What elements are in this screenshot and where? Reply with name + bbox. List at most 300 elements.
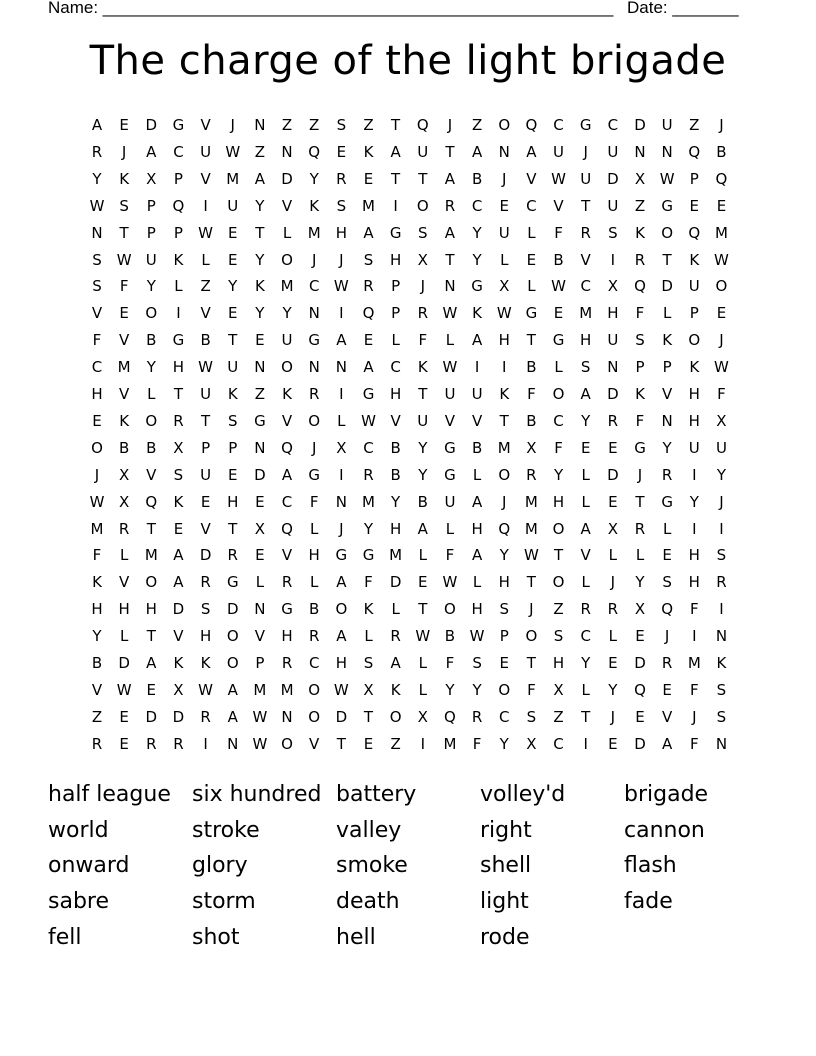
grid-letter[interactable]: V: [471, 411, 483, 430]
grid-letter[interactable]: G: [308, 331, 320, 350]
grid-letter[interactable]: F: [309, 492, 319, 511]
grid-letter[interactable]: T: [119, 223, 129, 242]
grid-letter[interactable]: Y: [146, 358, 156, 377]
grid-letter[interactable]: P: [146, 223, 156, 242]
grid-letter[interactable]: L: [662, 304, 672, 323]
grid-letter[interactable]: V: [91, 680, 103, 699]
grid-letter[interactable]: S: [716, 707, 727, 726]
grid-letter[interactable]: M: [307, 223, 321, 242]
grid-letter[interactable]: P: [391, 277, 401, 296]
grid-letter[interactable]: V: [119, 385, 130, 403]
grid-letter[interactable]: R: [661, 654, 673, 672]
grid-letter[interactable]: T: [418, 385, 428, 403]
grid-letter[interactable]: T: [635, 492, 645, 511]
grid-letter[interactable]: W: [198, 358, 214, 377]
grid-letter[interactable]: N: [254, 438, 266, 457]
grid-letter[interactable]: M: [280, 277, 294, 296]
grid-letter[interactable]: Q: [498, 519, 511, 538]
grid-letter[interactable]: Y: [472, 680, 482, 699]
grid-letter[interactable]: Q: [281, 519, 293, 538]
grid-letter[interactable]: C: [308, 654, 320, 672]
grid-letter[interactable]: A: [471, 331, 483, 350]
grid-letter[interactable]: L: [391, 600, 400, 619]
grid-letter[interactable]: F: [717, 385, 726, 403]
grid-letter[interactable]: L: [581, 492, 590, 511]
grid-letter[interactable]: A: [173, 546, 184, 565]
grid-letter[interactable]: O: [281, 250, 293, 269]
grid-letter[interactable]: U: [498, 223, 510, 242]
grid-letter[interactable]: W: [116, 680, 132, 699]
grid-letter[interactable]: K: [119, 169, 130, 188]
grid-letter[interactable]: V: [309, 734, 320, 753]
grid-letter[interactable]: T: [581, 196, 591, 215]
grid-letter[interactable]: N: [308, 358, 320, 377]
grid-letter[interactable]: H: [335, 223, 347, 242]
grid-letter[interactable]: M: [280, 680, 294, 699]
grid-letter[interactable]: S: [472, 654, 482, 672]
grid-letter[interactable]: N: [498, 142, 510, 161]
grid-letter[interactable]: O: [145, 573, 158, 592]
grid-letter[interactable]: A: [390, 654, 401, 672]
grid-letter[interactable]: X: [173, 680, 184, 699]
grid-letter[interactable]: M: [90, 519, 104, 538]
grid-letter[interactable]: C: [173, 142, 184, 161]
grid-letter[interactable]: O: [498, 680, 511, 699]
grid-letter[interactable]: N: [335, 492, 347, 511]
grid-letter[interactable]: D: [145, 116, 158, 134]
grid-letter[interactable]: F: [689, 600, 699, 619]
grid-letter[interactable]: E: [716, 304, 727, 323]
grid-letter[interactable]: B: [200, 331, 211, 350]
grid-letter[interactable]: S: [92, 277, 102, 296]
grid-letter[interactable]: F: [527, 385, 536, 403]
grid-letter[interactable]: Y: [581, 654, 591, 672]
grid-letter[interactable]: L: [445, 331, 455, 350]
grid-letter[interactable]: V: [444, 411, 456, 430]
grid-letter[interactable]: T: [499, 411, 509, 430]
grid-letter[interactable]: Z: [363, 116, 374, 134]
grid-letter[interactable]: I: [176, 304, 181, 323]
grid-letter[interactable]: E: [526, 250, 537, 269]
grid-letter[interactable]: C: [553, 116, 564, 134]
grid-letter[interactable]: A: [471, 492, 483, 511]
grid-letter[interactable]: L: [364, 627, 373, 646]
grid-letter[interactable]: V: [662, 707, 673, 726]
grid-letter[interactable]: Y: [418, 465, 428, 484]
grid-letter[interactable]: A: [146, 654, 157, 672]
grid-letter[interactable]: N: [254, 116, 266, 134]
grid-letter[interactable]: O: [308, 411, 321, 430]
grid-letter[interactable]: E: [336, 142, 347, 161]
grid-letter[interactable]: A: [336, 627, 347, 646]
grid-letter[interactable]: T: [228, 331, 238, 350]
grid-letter[interactable]: T: [146, 519, 156, 538]
grid-letter[interactable]: J: [502, 492, 507, 511]
grid-letter[interactable]: O: [335, 600, 348, 619]
grid-letter[interactable]: Y: [689, 492, 699, 511]
grid-letter[interactable]: J: [610, 573, 616, 592]
grid-letter[interactable]: O: [552, 385, 565, 403]
grid-letter[interactable]: K: [417, 358, 428, 377]
grid-letter[interactable]: Q: [715, 169, 728, 188]
grid-letter[interactable]: W: [496, 304, 512, 323]
grid-letter[interactable]: Z: [200, 277, 211, 296]
grid-letter[interactable]: S: [336, 116, 347, 134]
grid-letter[interactable]: L: [147, 385, 156, 403]
grid-letter[interactable]: N: [444, 277, 456, 296]
grid-letter[interactable]: V: [281, 196, 293, 215]
grid-letter[interactable]: M: [389, 546, 403, 565]
grid-letter[interactable]: Q: [308, 142, 321, 161]
grid-letter[interactable]: T: [363, 707, 374, 726]
grid-letter[interactable]: A: [336, 573, 347, 592]
grid-letter[interactable]: H: [580, 331, 592, 350]
grid-letter[interactable]: P: [255, 654, 265, 672]
grid-letter[interactable]: L: [310, 573, 319, 592]
grid-letter[interactable]: G: [444, 438, 456, 457]
grid-letter[interactable]: H: [281, 627, 293, 646]
grid-letter[interactable]: Y: [635, 573, 645, 592]
grid-letter[interactable]: T: [391, 169, 401, 188]
grid-letter[interactable]: L: [500, 250, 509, 269]
grid-letter[interactable]: N: [227, 734, 239, 753]
grid-letter[interactable]: O: [498, 465, 511, 484]
grid-letter[interactable]: S: [608, 223, 618, 242]
grid-letter[interactable]: X: [336, 438, 347, 457]
grid-letter[interactable]: J: [664, 627, 670, 646]
grid-letter[interactable]: P: [499, 627, 509, 646]
grid-letter[interactable]: K: [635, 223, 645, 242]
grid-letter[interactable]: J: [339, 250, 344, 269]
grid-letter[interactable]: G: [335, 546, 348, 565]
grid-letter[interactable]: E: [228, 223, 238, 242]
grid-letter[interactable]: D: [145, 707, 158, 726]
grid-letter[interactable]: F: [364, 573, 373, 592]
grid-letter[interactable]: S: [200, 600, 211, 619]
grid-letter[interactable]: W: [442, 573, 458, 592]
grid-letter[interactable]: H: [335, 654, 347, 672]
grid-letter[interactable]: U: [607, 142, 619, 161]
grid-letter[interactable]: A: [281, 465, 293, 484]
grid-letter[interactable]: J: [420, 277, 426, 296]
grid-letter[interactable]: S: [173, 465, 184, 484]
grid-letter[interactable]: M: [443, 734, 457, 753]
grid-letter[interactable]: H: [471, 519, 483, 538]
grid-letter[interactable]: T: [553, 546, 564, 565]
grid-letter[interactable]: B: [146, 438, 157, 457]
grid-letter[interactable]: B: [390, 438, 401, 457]
grid-letter[interactable]: Y: [472, 223, 482, 242]
grid-letter[interactable]: K: [499, 385, 510, 403]
grid-letter[interactable]: K: [689, 358, 700, 377]
grid-letter[interactable]: I: [339, 304, 344, 323]
grid-letter[interactable]: S: [526, 707, 537, 726]
grid-letter[interactable]: S: [553, 627, 564, 646]
grid-letter[interactable]: H: [688, 546, 700, 565]
grid-letter[interactable]: J: [230, 116, 235, 134]
grid-letter[interactable]: E: [363, 169, 374, 188]
grid-letter[interactable]: T: [445, 250, 455, 269]
grid-letter[interactable]: C: [281, 492, 293, 511]
grid-letter[interactable]: X: [526, 734, 537, 753]
grid-letter[interactable]: D: [634, 654, 646, 672]
grid-letter[interactable]: U: [553, 142, 565, 161]
grid-letter[interactable]: H: [552, 492, 565, 511]
grid-letter[interactable]: B: [146, 331, 157, 350]
grid-letter[interactable]: I: [692, 519, 697, 538]
grid-letter[interactable]: N: [335, 358, 347, 377]
grid-letter[interactable]: F: [92, 331, 102, 350]
grid-letter[interactable]: O: [308, 707, 321, 726]
grid-letter[interactable]: H: [688, 573, 700, 592]
grid-letter[interactable]: C: [553, 734, 564, 753]
grid-letter[interactable]: K: [689, 250, 700, 269]
grid-letter[interactable]: U: [145, 250, 157, 269]
grid-letter[interactable]: L: [635, 546, 645, 565]
grid-letter[interactable]: U: [688, 438, 700, 457]
grid-letter[interactable]: S: [363, 250, 374, 269]
grid-letter[interactable]: E: [173, 519, 184, 538]
grid-letter[interactable]: X: [363, 680, 374, 699]
grid-letter[interactable]: R: [281, 573, 293, 592]
grid-letter[interactable]: A: [227, 707, 238, 726]
grid-letter[interactable]: B: [390, 465, 401, 484]
grid-letter[interactable]: I: [692, 627, 697, 646]
grid-letter[interactable]: W: [333, 680, 349, 699]
grid-letter[interactable]: V: [146, 465, 157, 484]
grid-letter[interactable]: J: [692, 707, 697, 726]
grid-letter[interactable]: F: [92, 546, 102, 565]
grid-letter[interactable]: R: [634, 519, 646, 538]
grid-letter[interactable]: G: [254, 411, 266, 430]
grid-letter[interactable]: P: [173, 169, 183, 188]
grid-letter[interactable]: C: [580, 277, 591, 296]
grid-letter[interactable]: A: [336, 331, 347, 350]
grid-letter[interactable]: L: [282, 223, 292, 242]
grid-letter[interactable]: C: [471, 196, 483, 215]
grid-letter[interactable]: J: [447, 116, 453, 134]
grid-letter[interactable]: U: [227, 196, 239, 215]
grid-letter[interactable]: L: [119, 546, 129, 565]
grid-letter[interactable]: R: [716, 573, 727, 592]
grid-letter[interactable]: E: [255, 492, 265, 511]
grid-letter[interactable]: E: [608, 438, 618, 457]
grid-letter[interactable]: L: [119, 627, 129, 646]
grid-letter[interactable]: V: [526, 169, 537, 188]
grid-letter[interactable]: U: [444, 492, 456, 511]
grid-letter[interactable]: T: [146, 627, 156, 646]
grid-letter[interactable]: L: [391, 331, 400, 350]
grid-letter[interactable]: B: [471, 169, 483, 188]
grid-letter[interactable]: N: [281, 142, 293, 161]
grid-letter[interactable]: Y: [581, 411, 591, 430]
grid-letter[interactable]: C: [91, 358, 103, 377]
grid-letter[interactable]: O: [552, 519, 565, 538]
grid-letter[interactable]: T: [526, 654, 536, 672]
grid-letter[interactable]: D: [172, 707, 185, 726]
grid-letter[interactable]: J: [529, 600, 534, 619]
grid-letter[interactable]: E: [635, 627, 645, 646]
grid-letter[interactable]: Z: [553, 707, 564, 726]
grid-letter[interactable]: E: [119, 734, 129, 753]
grid-letter[interactable]: L: [581, 465, 590, 484]
grid-letter[interactable]: G: [552, 331, 565, 350]
grid-letter[interactable]: N: [661, 411, 673, 430]
grid-letter[interactable]: N: [607, 358, 619, 377]
grid-letter[interactable]: D: [172, 600, 185, 619]
grid-letter[interactable]: R: [363, 465, 374, 484]
grid-letter[interactable]: W: [198, 680, 214, 699]
grid-letter[interactable]: E: [608, 734, 618, 753]
grid-letter[interactable]: E: [418, 573, 428, 592]
grid-letter[interactable]: A: [173, 573, 184, 592]
grid-letter[interactable]: R: [91, 734, 103, 753]
date-field-label[interactable]: Date: _______: [627, 0, 739, 17]
grid-letter[interactable]: M: [362, 196, 375, 215]
grid-letter[interactable]: I: [692, 465, 697, 484]
grid-letter[interactable]: W: [252, 734, 268, 753]
grid-letter[interactable]: Z: [254, 142, 266, 161]
grid-letter[interactable]: M: [144, 546, 158, 565]
grid-letter[interactable]: Q: [688, 142, 701, 161]
grid-letter[interactable]: U: [227, 358, 239, 377]
grid-letter[interactable]: G: [308, 465, 320, 484]
grid-letter[interactable]: M: [226, 169, 240, 188]
grid-letter[interactable]: S: [418, 223, 428, 242]
grid-letter[interactable]: I: [420, 734, 426, 753]
grid-letter[interactable]: H: [118, 600, 130, 619]
grid-letter[interactable]: X: [417, 707, 428, 726]
grid-letter[interactable]: P: [391, 304, 401, 323]
grid-letter[interactable]: H: [471, 600, 483, 619]
grid-letter[interactable]: R: [444, 196, 456, 215]
grid-letter[interactable]: G: [634, 438, 646, 457]
grid-letter[interactable]: Q: [661, 600, 674, 619]
grid-letter[interactable]: W: [714, 250, 729, 269]
grid-letter[interactable]: H: [145, 600, 157, 619]
grid-letter[interactable]: E: [146, 680, 157, 699]
grid-letter[interactable]: H: [172, 358, 185, 377]
grid-letter[interactable]: Z: [471, 116, 483, 134]
grid-letter[interactable]: I: [719, 519, 724, 538]
grid-letter[interactable]: N: [254, 600, 266, 619]
grid-letter[interactable]: E: [363, 331, 374, 350]
grid-letter[interactable]: V: [119, 331, 130, 350]
grid-letter[interactable]: T: [581, 707, 591, 726]
grid-letter[interactable]: O: [145, 411, 158, 430]
grid-letter[interactable]: E: [689, 196, 700, 215]
grid-letter[interactable]: R: [281, 654, 293, 672]
grid-letter[interactable]: H: [552, 654, 565, 672]
grid-letter[interactable]: O: [525, 627, 538, 646]
grid-letter[interactable]: A: [526, 142, 537, 161]
grid-letter[interactable]: K: [254, 277, 265, 296]
grid-letter[interactable]: W: [714, 358, 729, 377]
grid-letter[interactable]: S: [336, 196, 347, 215]
grid-letter[interactable]: Y: [391, 492, 401, 511]
grid-letter[interactable]: R: [390, 627, 401, 646]
grid-letter[interactable]: F: [418, 331, 428, 350]
grid-letter[interactable]: Q: [416, 116, 429, 134]
grid-letter[interactable]: J: [719, 492, 724, 511]
grid-letter[interactable]: Q: [172, 196, 185, 215]
grid-letter[interactable]: E: [608, 492, 618, 511]
grid-letter[interactable]: N: [254, 358, 266, 377]
grid-letter[interactable]: N: [308, 304, 320, 323]
grid-letter[interactable]: Y: [553, 465, 564, 484]
grid-letter[interactable]: B: [553, 250, 564, 269]
grid-letter[interactable]: E: [255, 546, 265, 565]
grid-letter[interactable]: R: [580, 223, 591, 242]
grid-letter[interactable]: S: [119, 196, 129, 215]
grid-letter[interactable]: F: [635, 411, 645, 430]
grid-letter[interactable]: G: [444, 465, 456, 484]
grid-letter[interactable]: W: [523, 546, 539, 565]
grid-letter[interactable]: I: [719, 600, 724, 619]
grid-letter[interactable]: W: [89, 196, 105, 215]
grid-letter[interactable]: H: [688, 411, 700, 430]
grid-letter[interactable]: F: [689, 734, 699, 753]
grid-letter[interactable]: E: [608, 654, 618, 672]
grid-letter[interactable]: O: [444, 600, 456, 619]
grid-letter[interactable]: E: [255, 331, 265, 350]
grid-letter[interactable]: F: [527, 680, 536, 699]
grid-letter[interactable]: W: [361, 411, 376, 430]
grid-letter[interactable]: B: [309, 600, 320, 619]
grid-letter[interactable]: R: [308, 627, 320, 646]
grid-letter[interactable]: I: [393, 196, 398, 215]
grid-letter[interactable]: L: [662, 519, 672, 538]
grid-letter[interactable]: T: [526, 573, 536, 592]
grid-letter[interactable]: V: [580, 250, 591, 269]
grid-letter[interactable]: Y: [499, 734, 509, 753]
grid-letter[interactable]: Z: [634, 196, 646, 215]
grid-letter[interactable]: L: [581, 680, 590, 699]
grid-letter[interactable]: O: [91, 438, 103, 457]
grid-letter[interactable]: K: [173, 654, 184, 672]
grid-letter[interactable]: H: [390, 385, 402, 403]
grid-letter[interactable]: I: [610, 250, 616, 269]
grid-letter[interactable]: E: [119, 304, 129, 323]
grid-letter[interactable]: Y: [662, 438, 672, 457]
grid-letter[interactable]: A: [254, 169, 266, 188]
grid-letter[interactable]: G: [579, 116, 592, 134]
grid-letter[interactable]: M: [687, 654, 701, 672]
grid-letter[interactable]: Z: [390, 734, 401, 753]
grid-letter[interactable]: R: [634, 250, 646, 269]
grid-letter[interactable]: B: [526, 358, 537, 377]
grid-letter[interactable]: L: [527, 223, 536, 242]
grid-letter[interactable]: J: [339, 519, 344, 538]
grid-letter[interactable]: L: [201, 250, 210, 269]
grid-letter[interactable]: K: [635, 385, 645, 403]
grid-letter[interactable]: T: [418, 169, 428, 188]
grid-letter[interactable]: E: [580, 438, 591, 457]
grid-letter[interactable]: Z: [689, 116, 700, 134]
grid-letter[interactable]: W: [116, 250, 132, 269]
grid-letter[interactable]: V: [662, 385, 673, 403]
grid-letter[interactable]: A: [417, 519, 428, 538]
grid-letter[interactable]: I: [203, 196, 208, 215]
grid-letter[interactable]: X: [634, 169, 646, 188]
grid-letter[interactable]: U: [417, 411, 429, 430]
grid-letter[interactable]: T: [336, 734, 346, 753]
grid-letter[interactable]: W: [225, 142, 241, 161]
grid-letter[interactable]: P: [689, 304, 699, 323]
grid-letter[interactable]: L: [174, 277, 183, 296]
grid-letter[interactable]: O: [688, 331, 701, 350]
grid-letter[interactable]: O: [416, 196, 429, 215]
